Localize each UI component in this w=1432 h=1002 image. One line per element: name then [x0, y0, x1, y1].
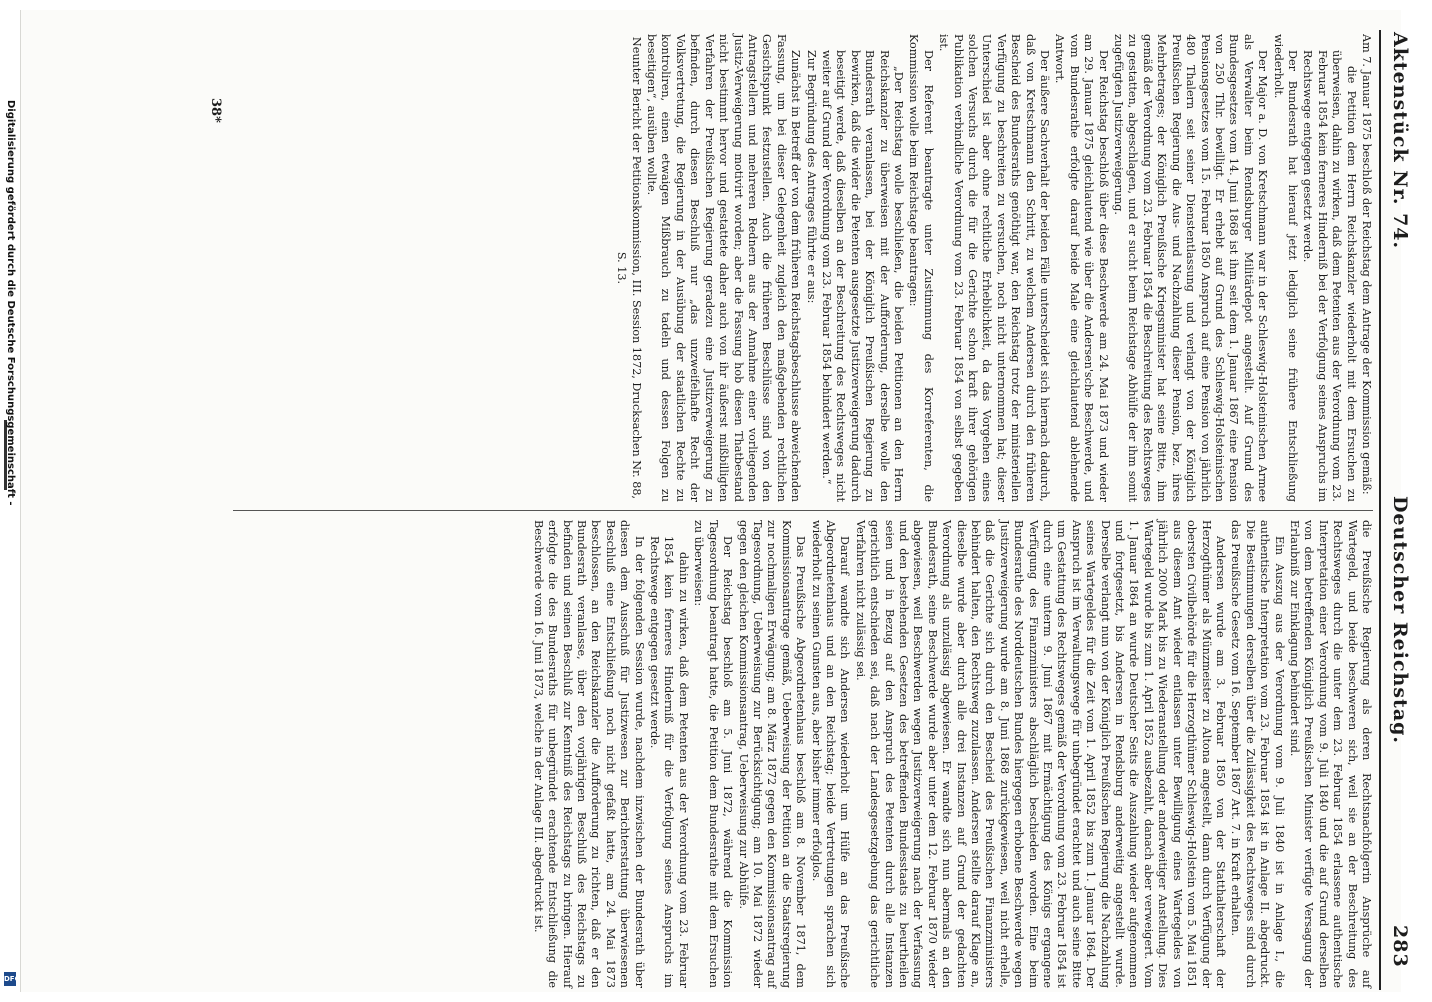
paragraph: die Preußische Regierung als deren Rechtsnachfolgerin Ansprüche auf Wartegeld, und beide beschweren sich, weil sie an der Beschreitung des Rechtsweges durch die unter dem 23. Februar 1854 erlassene authentische Interpretation einer Verordnung vom 9. Juli 1840 und die auf Grund derselben von dem betreffenden Königlich Preußischen Minister verfügte Versagung der Erlaubniß zur Einklagung behindert sind. [1287, 520, 1373, 988]
paragraph: Der Major a. D. von Kretschmann war in der Schleswig-Holsteinischen Armee als Verwalter beim Rendsburger Militärdepot angestellt. Auf Grund des Bundesgesetzes vom 14. Juni 1868 ist ihm seit dem 1. Januar 1867 eine Pension von 250 Thlr. bewilligt. Er erhebt auf Grund des Schleswig-Holsteinischen Pensionsgesetzes vom 15. Februar 1850 Anspruch auf eine Pension von jährlich 480 Thalern seit seiner Dienstentlassung und verlangt von der Königlich Preußischen Regierung die Aus- und Nachzahlung dieser Pension, bez. ihres Mehrbetrages; der Königlich Preußische Kriegsminister hat seine Bitte, ihm gemäß der Verordnung vom 23. Februar 1854 die Beschreitung des Rechtsweges zu gestatten, abgeschlagen, und er sucht beim Reichstage Abhülfe der ihm somit zugefügten Justizverweigerung. [1112, 34, 1270, 502]
page-header-page-number: 283 [1389, 925, 1411, 968]
paragraph: Darauf wandte sich Andersen wiederholt um Hülfe an das Preußische Abgeordnetenhaus und an den Reichstag; beide Vertretungen sprachen sich wiederholt zu seinen Gunsten aus, aber bisher immer erfolglos. [809, 520, 852, 988]
paragraph: Der Referent beantragte unter Zustimmung des Korreferenten, die Kommission wolle beim Reichstage beantragen: [907, 34, 935, 502]
paper-sheet [20, 10, 1411, 992]
paragraph: Der Reichstag beschloß am 5. Juni 1872, während die Kommission Tagesordnung beantragt hatte, die Petition dem Bundesrathe mit dem Ersuchen zu überweisen: [692, 520, 735, 988]
paragraph: Zunächst in Betreff der von dem früheren Reichstagsbeschlusse abweichenden Fassung, um bei dieser Gelegenheit zugleich den maßgebenden rechtlichen Gesichtspunkt festzustellen. Auch die früheren Beschlüsse sind von den Antragstellern und mehreren Rednern aus der Annahme einer vorliegenden Justiz-Verweigerung motivirt worden; aber die Fassung hob diesen Thatbestand nicht bestimmt hervor und gestattete daher auch von ihr äußerst mißbilligten Verfahren der Preußischen Regierung geradezu eine Justizverweigerung zu befinden, durch diesen Beschluß nur „das unzweifelhafte Recht der Volksvertretung, die Regierung in der Ausübung der staatlichen Rechte zu kontroliren, einen etwaigen Mißbrauch zu tadeln und dessen Folgen zu beseitigen“, ausüben wollte. [645, 34, 803, 502]
paragraph: Ein Auszug aus der Verordnung vom 9. Juli 1840 ist in Anlage I., die authentische Interpretation vom 23. Februar 1854 ist in Anlage II. abgedruckt. Die Bestimmungen derselben über die Zulässigkeit des Rechtsweges sind durch das Preußische Gesetz vom 16. September 1867 Art. 7. in Kraft erhalten. [1229, 520, 1286, 988]
text-column-right [529, 520, 1373, 988]
watermark-text: Digitalisierung gefördert durch die Deutsche Forschungsgemeinschaft - [5, 100, 16, 506]
digitization-watermark [2, 100, 21, 983]
paragraph: Der Reichstag beschloß über diese Beschwerde am 24. Mai 1873 und wieder am 29. Januar 1875 gleichlautend wie über die Andersen'sche Beschwerde, und vom Bundesrathe erfolgte darauf beide Male eine gleichlautend ablehnende Antwort. [1053, 34, 1110, 502]
paragraph: Der äußere Sachverhalt der beiden Fälle unterscheidet sich hiernach dadurch, daß von Kretschmann den Schritt, zu welchem Andersen durch den früheren Bescheid des Bundesraths genöthigt war, den Reichstag trotz der ministeriellen Verfügung zu beschreiten zu versuchen, noch nicht unternommen hat; dieser Unterschied ist aber ohne rechtliche Erheblichkeit, da das Vorgehen eines solchen Versuchs durch die für die Gerichte schon kraft ihrer gehörigen Publikation verbindliche Verordnung vom 23. Februar 1854 von selbst gegeben ist. [937, 34, 1052, 502]
text-column-left [613, 34, 1373, 502]
paragraph: Andersen wurde am 3. Februar 1850 von der Statthalterschaft der Herzogthümer als Münzmeister zu Altona angestellt, dann durch Verfügung der obersten Civilbehörde für die Herzogthümer Schleswig-Holstein vom 5. Mai 1851 aus diesem Amt wieder entlassen unter Bewilligung eines Wartegeldes von jährlich 2000 Mark bis zu Wiederanstellung oder anderweitiger Anstellung. Dies Wartegeld wurde bis zum 1. April 1852 ausbezahlt, danach aber verweigert. Vom 1. Januar 1864 an wurde Deutscher Seits die Auszahlung wieder aufgenommen und fortgesetzt, bis Andersen in Rendsburg anderweitig angestellt wurde. Derselbe verlangt nun von der Königlich Preußischen Regierung die Nachzahlung seines Wartegeldes für die Zeit vom 1. April 1852 bis zum 1. Januar 1864. Der Anspruch ist im Verwaltungswege für unbegründet erachtet und auch seine Bitte um Gestattung des Rechtsweges gemäß der Verordnung vom 23. Februar 1854 ist durch eine unterm 9. Juni 1867 mit Ermächtigung des Königs ergangene Verfügung des Finanzministers abschläglich beschieden worden. Eine beim Bundesrathe des Norddeutschen Bundes hiergegen erhobene Beschwerde wegen Justizverweigerung wurde am 8. Juni 1868 zurückgewiesen, weil nicht erhelle, daß die Gerichte sich durch den Bescheid des Preußischen Finanzministers behindert halten, den Rechtsweg zuzulassen. Andersen stellte darauf Klage an, dieselbe wurde aber durch alle drei Instanzen auf Grund der gedachten Verordnung als unzulässig abgewiesen. Er wandte sich nun abermals an den Bundesrath, seine Beschwerde wurde aber unter dem 12. Februar 1870 wieder abgewiesen, weil Beschwerden wegen Justizverweigerung nach der Verfassung und den bestehenden Gesetzen des betreffenden Bundesstaats zu beurtheilen seien und in Bezug auf den Anspruch des Petenten durch alle Instanzen gerichtlich entschieden sei, daß nach der Landesgesetzgebung das gerichtliche Verfahren nicht zulässig sei. [853, 520, 1227, 988]
dfg-logo-icon: DFG [4, 972, 16, 986]
rotated-page-content [41, 20, 1421, 1002]
paragraph: Das Preußische Abgeordnetenhaus beschloß am 8. November 1871, dem Kommissionsantrage gemäß, Ueberweisung der Petition an die Staatsregierung zur nochmaligen Erwägung; am 8. März 1872 gegen den Kommissionsantrag auf Tagesordnung, Ueberweisung zur Berücksichtigung; am 10. Mai 1872 wieder gegen den gleichen Kommissionsantrag, Ueberweisung zur Abhülfe. [736, 520, 808, 988]
footnote-reference: Neunter Bericht der Petitionskommission, III. Session 1872, Drucksachen Nr. 88, S. 13. [615, 36, 643, 500]
paragraph: In der folgenden Session wurde, nachdem inzwischen der Bundesrath über diesen dem Ausschuß für Justizwesen zur Berichterstattung überwiesenen Beschluß eine Entschließung noch nicht gefaßt hatte, am 24. Mai 1873 beschlossen, an den Reichskanzler die Aufforderung zu richten, daß er den Bundesrath veranlasse, über den vorjährigen Beschluß des Reichstags zu befinden und seinen Beschluß zur Kenntniß des Reichstags zu bringen. Hierauf erfolgte die des Bundesraths für unbegründet erachtende Entschließung die Beschwerde vom 16. Juni 1873, welche in der Anlage III. abgedruckt ist. [531, 520, 646, 988]
quoted-resolution: dahin zu wirken, daß dem Petenten aus der Verordnung vom 23. Februar 1854 kein ferneres Hinderniß für die Verfolgung seines Anspruchs im Rechtswege entgegen gesetzt werde. [648, 536, 690, 988]
quoted-resolution: die Petition dem Herrn Reichskanzler wiederholt mit dem Ersuchen zu überweisen, dahin zu wirken, daß dem Petenten aus der Verordnung vom 23. Februar 1854 kein ferneres Hinderniß bei der Verfolgung seines Anspruchs im Rechtswege entgegen gesetzt werde. [1301, 50, 1358, 502]
page-header-title: Deutscher Reichstag. [1389, 495, 1411, 745]
column-divider [233, 510, 1373, 511]
paragraph: Am 7. Januar 1875 beschloß der Reichstag dem Antrage der Kommission gemäß: [1360, 34, 1373, 495]
paragraph: Der Bundesrath hat hierauf jetzt lediglich seine frühere Entschließung wiederholt. [1271, 34, 1299, 502]
header-rule [1379, 30, 1381, 990]
page-header-document-number: Aktenstück Nr. 74. [1389, 32, 1411, 250]
page-folio: 38* [208, 98, 223, 123]
paragraph: Zur Begründung des Antrages führte er aus: [804, 50, 818, 304]
quoted-resolution: „Der Reichstag wolle beschließen, die beiden Petitionen an den Herrn Reichskanzler zu überweisen mit der Aufforderung, derselbe wolle den Bundesrath veranlassen, bei der Königlich Preußischen Regierung zu bewirken, daß die wider die Petenten ausgesetzte Justizverweigerung dadurch beseitigt werde, daß dieselben an der Beschreitung des Rechtsweges nicht weiter auf Grund der Verordnung vom 23. Februar 1854 behindert werden.“ [819, 50, 905, 502]
